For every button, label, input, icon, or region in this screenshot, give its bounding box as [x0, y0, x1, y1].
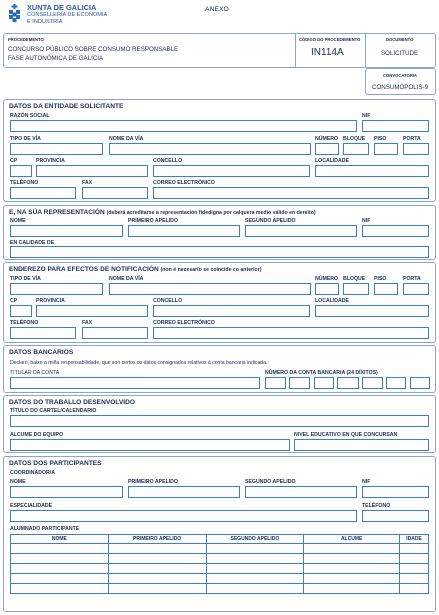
coord-specialty-label: ESPECIALIDADE [10, 503, 53, 509]
entity-locality-label: LOCALIDADE [315, 158, 350, 164]
entity-number-field[interactable] [315, 143, 339, 155]
entity-block-field[interactable] [343, 143, 369, 155]
representation-title-text: E, NA SÚA REPRESENTACIÓN [9, 209, 105, 216]
table-cell-input[interactable] [304, 564, 400, 574]
table-cell-input[interactable] [11, 564, 109, 574]
table-row [11, 564, 429, 574]
document-label: DOCUMENTO [386, 37, 414, 42]
not-fax-label: FAX [82, 320, 93, 326]
code-label: CÓDIGO DO PROCEDEMENTO [299, 37, 361, 42]
entity-nif-label: NIF [362, 113, 371, 119]
entity-council-field[interactable] [153, 165, 310, 177]
not-number-field[interactable] [315, 283, 339, 295]
work-team-nick-label: ALCUME DO EQUIPO [10, 432, 64, 438]
coord-specialty-field[interactable] [10, 510, 357, 522]
not-fax-field[interactable] [82, 327, 148, 339]
entity-cp-label: CP [10, 158, 18, 164]
work-poster-title-field[interactable] [10, 415, 429, 427]
table-cell-input[interactable] [108, 544, 206, 554]
not-province-label: PROVINCIA [36, 298, 65, 304]
table-cell-input[interactable] [108, 554, 206, 564]
bank-holder-field[interactable] [10, 377, 260, 389]
work-team-nick-field[interactable] [10, 439, 290, 451]
not-locality-label: LOCALIDADE [315, 298, 350, 304]
table-cell-input[interactable] [206, 544, 304, 554]
not-block-field[interactable] [343, 283, 369, 295]
entity-door-label: PORTA [403, 136, 421, 142]
org-dept-line2: E INDUSTRIA [27, 19, 63, 25]
table-cell-input[interactable] [400, 554, 429, 564]
divider-doc [365, 33, 366, 68]
entity-number-label: NÚMERO [315, 136, 339, 142]
coord-name-field[interactable] [10, 486, 123, 498]
col-nick: ALCUME [304, 535, 400, 544]
bank-title: DATOS BANCARIOS [9, 349, 74, 356]
entity-roadname-label: NOME DA VÍA [109, 136, 144, 142]
not-roadname-field[interactable] [109, 283, 311, 295]
not-province-field[interactable] [36, 305, 148, 317]
coord-phone-label: TELÉFONO [362, 503, 391, 509]
entity-phone-field[interactable] [10, 187, 76, 199]
participants-title: DATOS DOS PARTICIPANTES [9, 460, 102, 467]
procedure-label: PROCEDEMENTO [8, 37, 44, 42]
work-poster-title-label: TÍTULO DO CARTEL/CALENDARIO [10, 408, 97, 414]
rep-nif-field[interactable] [362, 225, 429, 237]
xunta-logo-icon [6, 3, 23, 23]
notification-title-text: ENDEREZO PARA EFECTOS DE NOTIFICACIÓN [9, 266, 159, 273]
bank-account3-field[interactable] [386, 377, 406, 389]
entity-roadname-field[interactable] [109, 143, 311, 155]
entity-door-field[interactable] [403, 143, 429, 155]
entity-roadtype-label: TIPO DE VÍA [10, 136, 41, 142]
not-locality-field[interactable] [315, 305, 429, 317]
bank-account4-field[interactable] [410, 377, 430, 389]
col-surname2: SEGUNDO APELIDO [206, 535, 304, 544]
col-surname1: PRIMEIRO APELIDO [108, 535, 206, 544]
students-table [10, 534, 429, 594]
work-level-label: NIVEL EDUCATIVO EN QUE CONCURSAN [294, 432, 398, 438]
not-number-label: NÚMERO [315, 276, 339, 282]
not-email-field[interactable] [153, 327, 429, 339]
entity-name-field[interactable] [10, 120, 357, 132]
table-cell-input[interactable] [108, 564, 206, 574]
document-value: SOLICITUDE [381, 50, 419, 57]
table-cell-input[interactable] [108, 574, 206, 584]
not-council-field[interactable] [153, 305, 310, 317]
table-cell-input[interactable] [11, 554, 109, 564]
table-cell-input[interactable] [400, 564, 429, 574]
entity-email-field[interactable] [153, 187, 429, 199]
rep-surname2-label: SEGUNDO APELIDO [245, 218, 296, 224]
entity-fax-label: FAX [82, 180, 93, 186]
table-cell-input[interactable] [304, 544, 400, 554]
not-roadtype-field[interactable] [10, 283, 103, 295]
not-block-label: BLOQUE [343, 276, 366, 282]
not-council-label: CONCELLO [153, 298, 183, 304]
representation-title-note: (deberá acreditarse a representación fidedigna por calquera medio válido en dereito) [106, 210, 316, 216]
table-cell-input[interactable] [206, 564, 304, 574]
rep-name-field[interactable] [10, 225, 123, 237]
not-roadname-label: NOME DA VÍA [109, 276, 144, 282]
representation-title [9, 209, 316, 216]
table-row [11, 584, 429, 594]
table-cell-input[interactable] [108, 584, 206, 594]
not-email-label: CORREO ELECTRÓNICO [153, 320, 215, 326]
rep-capacity-label: EN CALIDADE DE [10, 240, 55, 246]
students-table-body [11, 544, 429, 594]
table-row [11, 574, 429, 584]
rep-nif-label: NIF [362, 218, 371, 224]
work-level-field[interactable] [294, 439, 429, 451]
students-label: ALUMNADO PARTICIPANTE [10, 526, 80, 532]
table-cell-input[interactable] [400, 544, 429, 554]
entity-phone-label: TELÉFONO [10, 180, 39, 186]
call-label: CONVOCATORIA [383, 73, 418, 78]
entity-floor-label: PISO [374, 136, 387, 142]
call-value: CONSUMÓPOLIS-9 [372, 84, 429, 91]
not-door-label: PORTA [403, 276, 421, 282]
entity-block-label: BLOQUE [343, 136, 366, 142]
procedure-line1: CONCURSO PÚBLICO SOBRE CONSUMO RESPONSABLE [8, 46, 179, 53]
bank-office-field[interactable] [289, 377, 310, 389]
org-name: XUNTA DE GALICIA [27, 3, 97, 12]
work-title: DATOS DO TRABALLO DESENVOLVIDO [9, 399, 136, 406]
col-age: IDADE [400, 535, 429, 544]
coord-name-label: NOME [10, 479, 26, 485]
table-cell-input[interactable] [11, 544, 109, 554]
table-cell-input[interactable] [400, 574, 429, 584]
table-cell-input[interactable] [304, 574, 400, 584]
divider-code [295, 33, 296, 68]
bank-entity-field[interactable] [265, 377, 286, 389]
notification-title-note: (non é necesario se coincide co anterior) [160, 267, 262, 273]
entity-email-label: CORREO ELECTRÓNICO [153, 180, 215, 186]
bank-account2-field[interactable] [362, 377, 383, 389]
entity-nif-field[interactable] [362, 120, 429, 132]
rep-surname2-field[interactable] [245, 225, 357, 237]
not-cp-label: CP [10, 298, 18, 304]
rep-surname1-label: PRIMEIRO APELIDO [128, 218, 178, 224]
coord-surname1-label: PRIMEIRO APELIDO [128, 479, 178, 485]
table-cell-input[interactable] [11, 574, 109, 584]
not-cp-field[interactable] [10, 305, 32, 317]
not-floor-label: PISO [374, 276, 387, 282]
entity-province-field[interactable] [36, 165, 148, 177]
bank-declaration: Declaro, baixo a miña responsabilidade, que son certos os datos consignados relativos á conta bancaria indicada. [10, 360, 268, 366]
not-floor-field[interactable] [374, 283, 398, 295]
xunta-logo [6, 3, 23, 23]
not-door-field[interactable] [403, 283, 429, 295]
table-cell-input[interactable] [206, 554, 304, 564]
table-cell-input[interactable] [11, 584, 109, 594]
bank-account-label: NÚMERO DA CONTA BANCARIA (24 DÍXITOS) [265, 370, 378, 376]
rep-name-label: NOME [10, 218, 26, 224]
coord-surname2-field[interactable] [245, 486, 357, 498]
entity-name-label: RAZÓN SOCIAL [10, 113, 50, 119]
rep-surname1-field[interactable] [128, 225, 240, 237]
not-phone-field[interactable] [10, 327, 76, 339]
entity-title: DATOS DA ENTIDADE SOLICITANTE [9, 103, 124, 110]
coord-phone-field[interactable] [362, 510, 429, 522]
coord-surname1-field[interactable] [128, 486, 240, 498]
procedure-line2: FASE AUTONÓMICA DE GALICIA [8, 55, 104, 62]
bank-account1-field[interactable] [337, 377, 359, 389]
coordinator-label: COORDINADOR/A [10, 470, 55, 476]
table-cell-input[interactable] [304, 554, 400, 564]
org-dept-line1: CONSELLERÍA DE ECONOMÍA [27, 12, 108, 18]
code-value: IN114A [311, 47, 344, 58]
table-cell-input[interactable] [304, 584, 400, 594]
rep-capacity-field[interactable] [10, 246, 429, 258]
not-roadtype-label: TIPO DE VÍA [10, 276, 41, 282]
col-name: NOME [11, 535, 109, 544]
table-row [11, 544, 429, 554]
entity-cp-field[interactable] [10, 165, 32, 177]
table-row [11, 554, 429, 564]
entity-province-label: PROVINCIA [36, 158, 65, 164]
table-cell-input[interactable] [400, 584, 429, 594]
entity-fax-field[interactable] [82, 187, 148, 199]
bank-dc-field[interactable] [314, 377, 334, 389]
notification-title [9, 266, 261, 273]
coord-nif-field[interactable] [362, 486, 429, 498]
coord-nif-label: NIF [362, 479, 371, 485]
coord-surname2-label: SEGUNDO APELIDO [245, 479, 296, 485]
entity-roadtype-field[interactable] [10, 143, 103, 155]
entity-council-label: CONCELLO [153, 158, 183, 164]
bank-holder-label: TITULAR DA CONTA [10, 370, 60, 376]
table-cell-input[interactable] [206, 584, 304, 594]
students-table-header [11, 535, 429, 544]
table-cell-input[interactable] [206, 574, 304, 584]
not-phone-label: TELÉFONO [10, 320, 39, 326]
entity-floor-field[interactable] [374, 143, 398, 155]
entity-locality-field[interactable] [315, 165, 429, 177]
annex-title: ANEXO [205, 6, 229, 13]
